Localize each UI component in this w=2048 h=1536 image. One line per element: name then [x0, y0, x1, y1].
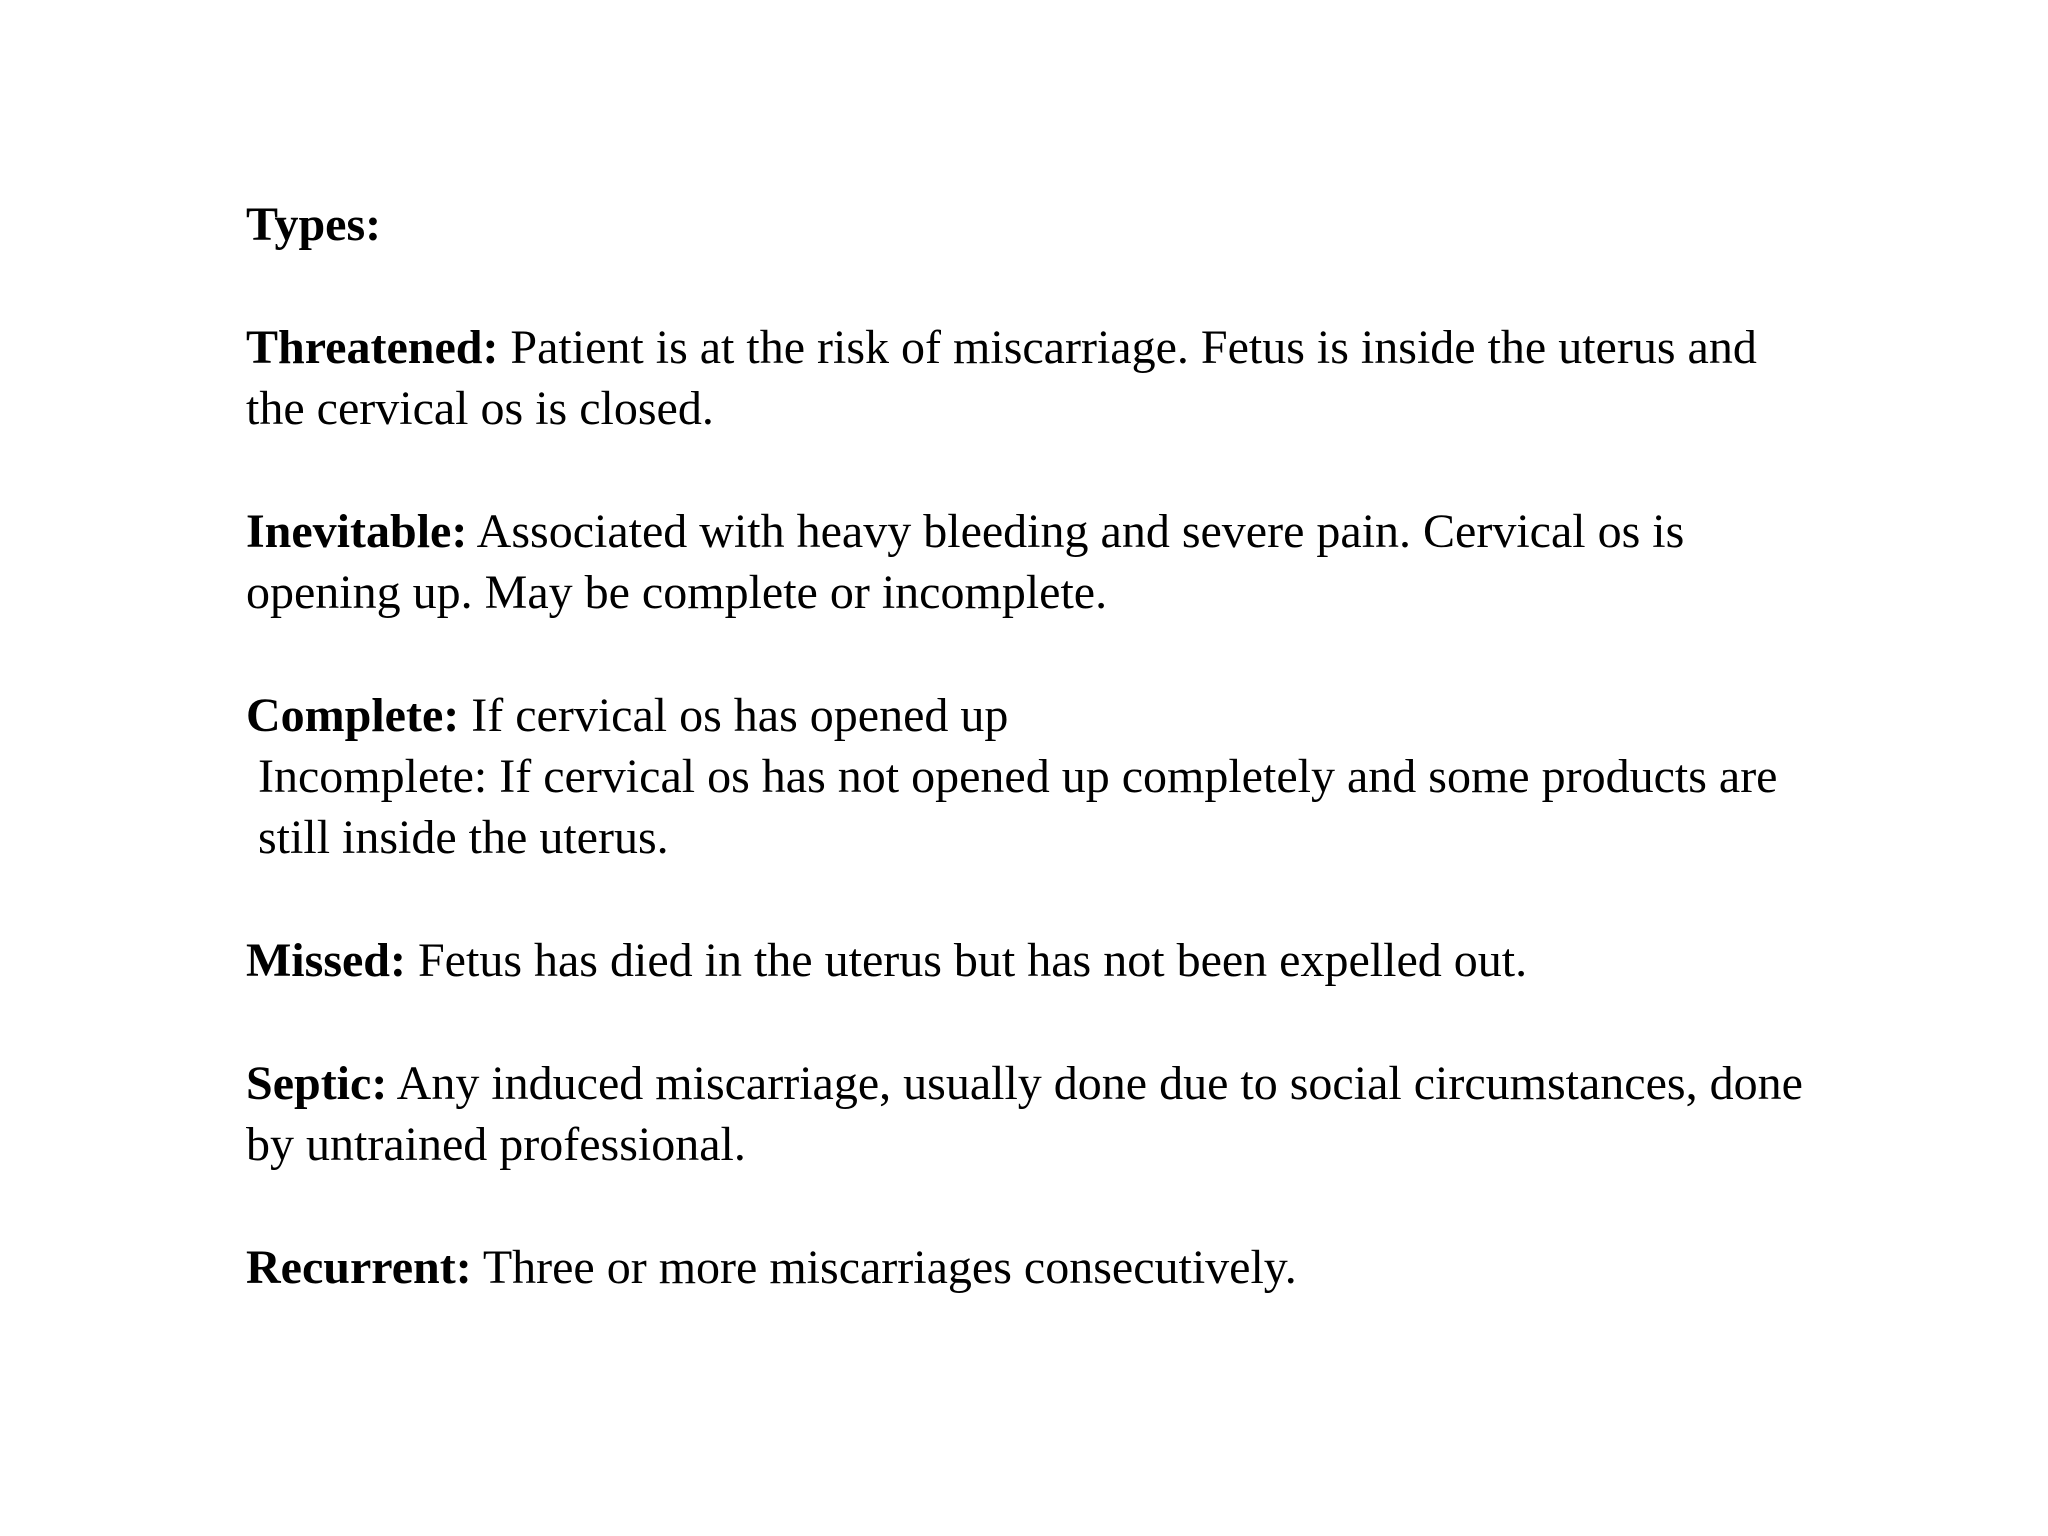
term-recurrent: Recurrent: — [246, 1241, 472, 1294]
definition-inevitable: Associated with heavy bleeding and severe pain. Cervical os is opening up. May be complete or incomplete. — [246, 505, 1685, 619]
term-threatened: Threatened: — [246, 321, 499, 374]
term-missed: Missed: — [246, 934, 406, 987]
entry-complete — [246, 685, 1806, 868]
entry-threatened — [246, 317, 1806, 439]
definition-incomplete: Incomplete: If cervical os has not opened up completely and some products are still inside the uterus. — [258, 750, 1778, 864]
types-heading: Types: — [246, 198, 382, 251]
definition-threatened: Patient is at the risk of miscarriage. Fetus is inside the uterus and the cervical os is closed. — [246, 321, 1757, 435]
term-septic: Septic: — [246, 1057, 388, 1110]
entry-septic — [246, 1053, 1806, 1175]
document-content — [246, 194, 1806, 1360]
term-complete: Complete: — [246, 689, 460, 742]
definition-missed: Fetus has died in the uterus but has not been expelled out. — [405, 934, 1528, 987]
entry-recurrent — [246, 1237, 1806, 1298]
definition-recurrent: Three or more miscarriages consecutively. — [471, 1241, 1297, 1294]
entry-inevitable — [246, 501, 1806, 623]
term-inevitable: Inevitable: — [246, 505, 468, 558]
definition-complete: If cervical os has opened up — [459, 689, 1009, 742]
definition-septic: Any induced miscarriage, usually done due to social circumstances, done by untrained professional. — [246, 1057, 1803, 1171]
entry-missed — [246, 930, 1806, 991]
